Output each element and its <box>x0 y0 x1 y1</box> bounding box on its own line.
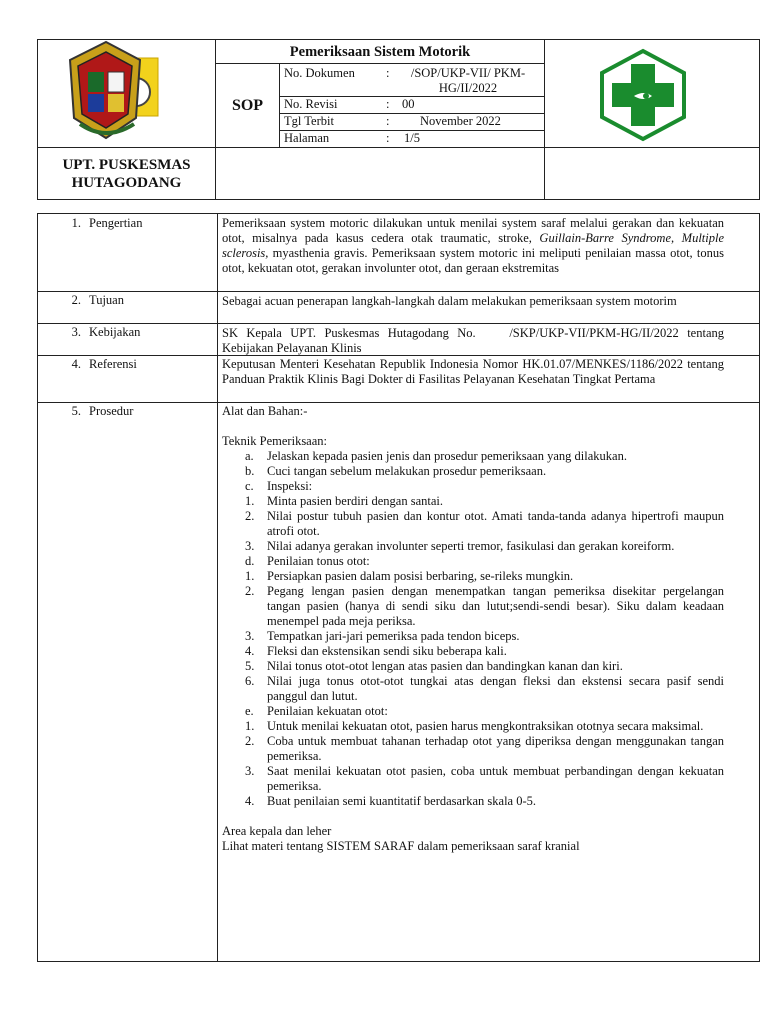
section-number: 5. <box>71 404 81 418</box>
step-e <box>222 704 724 719</box>
step-text: Nilai tonus otot-otot lengan atas pasien dan bandingkan kanan dan kiri. <box>267 659 623 673</box>
list-item <box>222 509 724 539</box>
step-text: Nilai postur tubuh pasien dan kontur otot. Amati tanda-tanda adanya hipertrofi maupun atrofi otot. <box>267 509 724 538</box>
step-marker: 3. <box>245 629 255 643</box>
step-d <box>222 554 724 569</box>
halaman-label: Halaman <box>284 131 330 145</box>
no-revisi-value: 00 <box>402 97 415 111</box>
section-number: 4. <box>71 357 81 371</box>
list-item <box>222 644 724 659</box>
step-marker: d. <box>245 554 255 568</box>
no-revisi-sep: : <box>386 97 390 111</box>
section-number: 3. <box>71 325 81 339</box>
no-dokumen-value: /SOP/UKP-VII/ PKM-HG/II/2022 <box>410 66 526 95</box>
tgl-terbit-value: November 2022 <box>420 114 501 128</box>
area-kepala-leher: Area kepala dan leher <box>222 824 332 838</box>
step-a <box>222 449 724 464</box>
referensi-text: Keputusan Menteri Kesehatan Republik Indonesia Nomor HK.01.07/MENKES/1186/2022 tentang Panduan Praktik Klinis Bagi Dokter di Fasilitas Pelayanan Kesehatan Tingkat Pertama <box>222 357 724 386</box>
section-number: 2. <box>71 293 81 307</box>
step-text: Cuci tangan sebelum melakukan prosedur pemeriksaan. <box>267 464 547 478</box>
section-label-referensi: Referensi <box>89 357 137 371</box>
halaman-value: 1/5 <box>404 131 420 145</box>
step-marker: 1. <box>245 494 255 508</box>
step-marker: 2. <box>245 509 255 523</box>
list-item <box>222 569 724 584</box>
no-revisi-label: No. Revisi <box>284 97 338 111</box>
step-marker: a. <box>245 449 254 463</box>
institution-line-1: UPT. PUSKESMAS <box>62 157 191 173</box>
step-marker: 2. <box>245 734 255 748</box>
halaman-sep: : <box>386 131 390 145</box>
step-text: Nilai adanya gerakan involunter seperti tremor, fasikulasi dan gerakan koreiform. <box>267 539 675 553</box>
step-marker: 1. <box>245 719 255 733</box>
kebijakan-text: SK Kepala UPT. Puskesmas Hutagodang No. /SKP/UKP-VII/PKM-HG/II/2022 tentang Kebijakan Pelayanan Klinis <box>222 326 728 355</box>
list-item <box>222 764 724 794</box>
list-item <box>222 539 724 554</box>
pengertian-part-1: Pemeriksaan system motoric dilakukan untuk menilai system saraf melalui gerakan dan kekuatan otot, misalnya pada kasus cedera otak traumatic, stroke, <box>222 216 724 245</box>
step-text: Penilaian kekuatan otot: <box>267 704 388 718</box>
list-item <box>222 494 724 509</box>
step-marker: 4. <box>245 794 255 808</box>
document-title: Pemeriksaan Sistem Motorik <box>289 44 471 60</box>
step-marker: 4. <box>245 644 255 658</box>
list-item <box>222 629 724 644</box>
step-text: Inspeksi: <box>267 479 313 493</box>
step-text: Penilaian tonus otot: <box>267 554 370 568</box>
section-label-kebijakan: Kebijakan <box>89 325 141 339</box>
step-text: Untuk menilai kekuatan otot, pasien harus mengkontraksikan ototnya secara maksimal. <box>267 719 704 733</box>
step-marker: b. <box>245 464 255 478</box>
step-text: Buat penilaian semi kuantitatif berdasarkan skala 0-5. <box>267 794 537 808</box>
step-marker: 1. <box>245 569 255 583</box>
pengertian-part-2: myasthenia gravis. Pemeriksaan system motoric ini meliputi penilaian massa otot, tonus otot, kekuatan otot, gerakan involunter otot, dan geraan ekstremitas <box>222 246 724 275</box>
institution-line-2: HUTAGODANG <box>71 175 182 191</box>
list-item <box>222 674 724 704</box>
step-marker: c. <box>245 479 254 493</box>
regency-emblem-logo <box>50 38 162 144</box>
prosedur-content <box>222 404 724 854</box>
tgl-terbit-label: Tgl Terbit <box>284 114 334 128</box>
step-b <box>222 464 724 479</box>
lihat-materi: Lihat materi tentang SISTEM SARAF dalam pemeriksaan saraf kranial <box>222 839 580 853</box>
sop-label: SOP <box>231 97 264 114</box>
pengertian-text <box>222 216 724 276</box>
section-number: 1. <box>71 216 81 230</box>
institution-name <box>38 156 215 192</box>
section-label-prosedur: Prosedur <box>89 404 134 418</box>
step-text: Jelaskan kepada pasien jenis dan prosedur pemeriksaan yang dilakukan. <box>267 449 627 463</box>
step-marker: 6. <box>245 674 255 688</box>
step-text: Saat menilai kekuatan otot pasien, coba untuk membuat perbandingan dengan kekuatan pemeriksa. <box>267 764 724 793</box>
tgl-terbit-sep: : <box>386 114 390 128</box>
step-marker: 5. <box>245 659 255 673</box>
list-item <box>222 719 724 734</box>
puskesmas-logo <box>598 48 688 142</box>
list-item <box>222 584 724 629</box>
step-marker: 2. <box>245 584 255 598</box>
teknik-heading: Teknik Pemeriksaan: <box>222 434 327 448</box>
step-text: Nilai juga tonus otot-otot tungkai atas dengan fleksi dan ekstensi secara pasif sendi panggul dan lutut. <box>267 674 724 703</box>
list-item <box>222 794 724 809</box>
alat-bahan: Alat dan Bahan:- <box>222 404 308 418</box>
step-marker: e. <box>245 704 254 718</box>
step-text: Minta pasien berdiri dengan santai. <box>267 494 443 508</box>
section-label-tujuan: Tujuan <box>89 293 124 307</box>
step-text: Coba untuk membuat tahanan terhadap otot yang diperiksa dengan menggunakan tangan pemeriksa. <box>267 734 724 763</box>
step-text: Fleksi dan ekstensikan sendi siku beberapa kali. <box>267 644 507 658</box>
step-text: Persiapkan pasien dalam posisi berbaring, se-rileks mungkin. <box>267 569 574 583</box>
step-marker: 3. <box>245 764 255 778</box>
section-label-pengertian: Pengertian <box>89 216 143 230</box>
step-marker: 3. <box>245 539 255 553</box>
tujuan-text: Sebagai acuan penerapan langkah-langkah dalam melakukan pemeriksaan system motorim <box>222 294 677 308</box>
step-text: Tempatkan jari-jari pemeriksa pada tendon biceps. <box>267 629 520 643</box>
step-text: Pegang lengan pasien dengan menempatkan tangan pemeriksa disekitar pergelangan tangan pasien (hanya di sendi siku dan lutut;sendi-sendi besar). Siku dalam keadaan menempel pada meja periksa. <box>267 584 724 628</box>
list-item <box>222 659 724 674</box>
pengertian-italic: Guillain-Barre Syndrome, Multiple sclerosis, <box>222 231 725 260</box>
list-item <box>222 734 724 764</box>
step-c <box>222 479 724 494</box>
no-dokumen-sep: : <box>386 66 390 80</box>
no-dokumen-label: No. Dokumen <box>284 66 355 80</box>
